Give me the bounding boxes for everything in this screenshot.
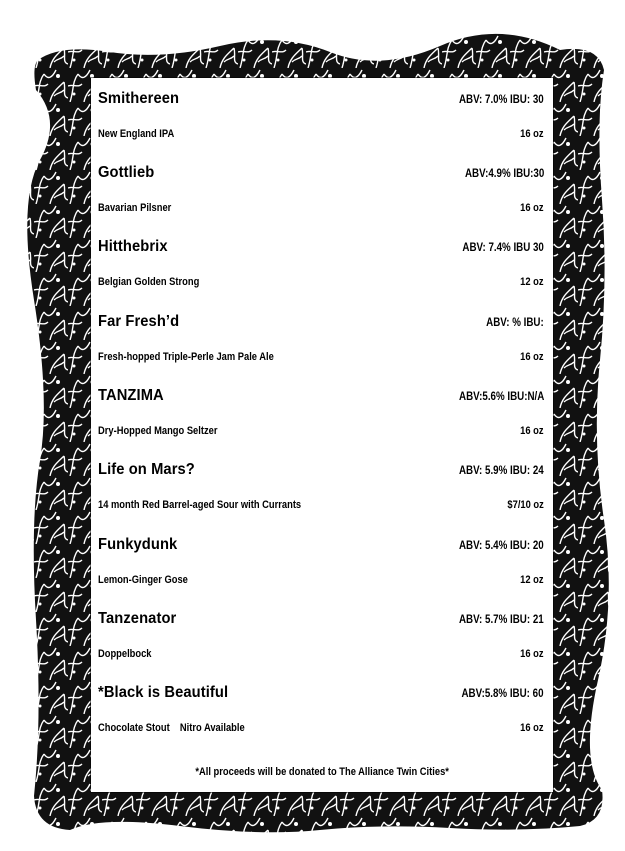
beer-serving: 16 oz	[520, 351, 544, 363]
beer-style: Dry-Hopped Mango Seltzer	[98, 425, 218, 437]
beer-style: Fresh-hopped Triple-Perle Jam Pale Ale	[98, 351, 274, 363]
beer-name: Tanzenator	[98, 610, 177, 627]
beer-entry	[91, 449, 553, 523]
beer-stats: ABV:5.8% IBU: 60	[461, 688, 544, 700]
beer-stats: ABV: 7.0% IBU: 30	[459, 94, 544, 106]
beer-stats: ABV: 7.4% IBU 30	[462, 242, 544, 254]
beer-stats: ABV: % IBU:	[486, 317, 544, 329]
beer-serving: 16 oz	[520, 722, 544, 734]
beer-serving: 12 oz	[520, 276, 544, 288]
beer-style-with-note	[98, 722, 245, 734]
beer-style: Chocolate Stout	[98, 722, 170, 734]
beer-style: Belgian Golden Strong	[98, 276, 200, 288]
beer-serving: 16 oz	[520, 648, 544, 660]
beer-style: 14 month Red Barrel-aged Sour with Currants	[98, 499, 302, 511]
beer-serving: $7/10 oz	[507, 499, 544, 511]
beer-serving: 12 oz	[520, 574, 544, 586]
beer-name: Hitthebrix	[98, 238, 168, 255]
beer-style: Bavarian Pilsner	[98, 202, 172, 214]
beer-style: New England IPA	[98, 128, 175, 140]
beer-name: TANZIMA	[98, 387, 164, 404]
beer-name: Smithereen	[98, 90, 180, 107]
beer-name: *Black is Beautiful	[98, 684, 229, 701]
beer-name: Gottlieb	[98, 164, 155, 181]
footer-text: *All proceeds will be donated to The Alliance Twin Cities*	[195, 766, 449, 778]
beer-stats: ABV:4.9% IBU:30	[464, 168, 544, 180]
beer-style: Lemon-Ginger Gose	[98, 574, 188, 586]
beer-name: Funkydunk	[98, 536, 178, 553]
beer-entry	[91, 598, 553, 672]
beer-serving: 16 oz	[520, 202, 544, 214]
beer-name: Life on Mars?	[98, 461, 195, 478]
beer-stats: ABV:5.6% IBU:N/A	[458, 391, 544, 403]
beer-entry	[91, 375, 553, 449]
beer-entry	[91, 226, 553, 300]
beer-stats: ABV: 5.9% IBU: 24	[459, 465, 544, 477]
nitro-note: Nitro Available	[179, 722, 245, 734]
donation-footer	[91, 762, 553, 780]
beer-entry	[91, 672, 553, 746]
beer-name: Far Fresh’d	[98, 313, 180, 330]
beer-stats: ABV: 5.7% IBU: 21	[459, 614, 544, 626]
menu-panel	[91, 78, 553, 792]
beer-stats: ABV: 5.4% IBU: 20	[459, 540, 544, 552]
beer-style: Doppelbock	[98, 648, 152, 660]
beer-serving: 16 oz	[520, 128, 544, 140]
beer-entry	[91, 152, 553, 226]
beer-entry	[91, 301, 553, 375]
beer-serving: 16 oz	[520, 425, 544, 437]
beer-entry	[91, 524, 553, 598]
beer-entry	[91, 78, 553, 152]
